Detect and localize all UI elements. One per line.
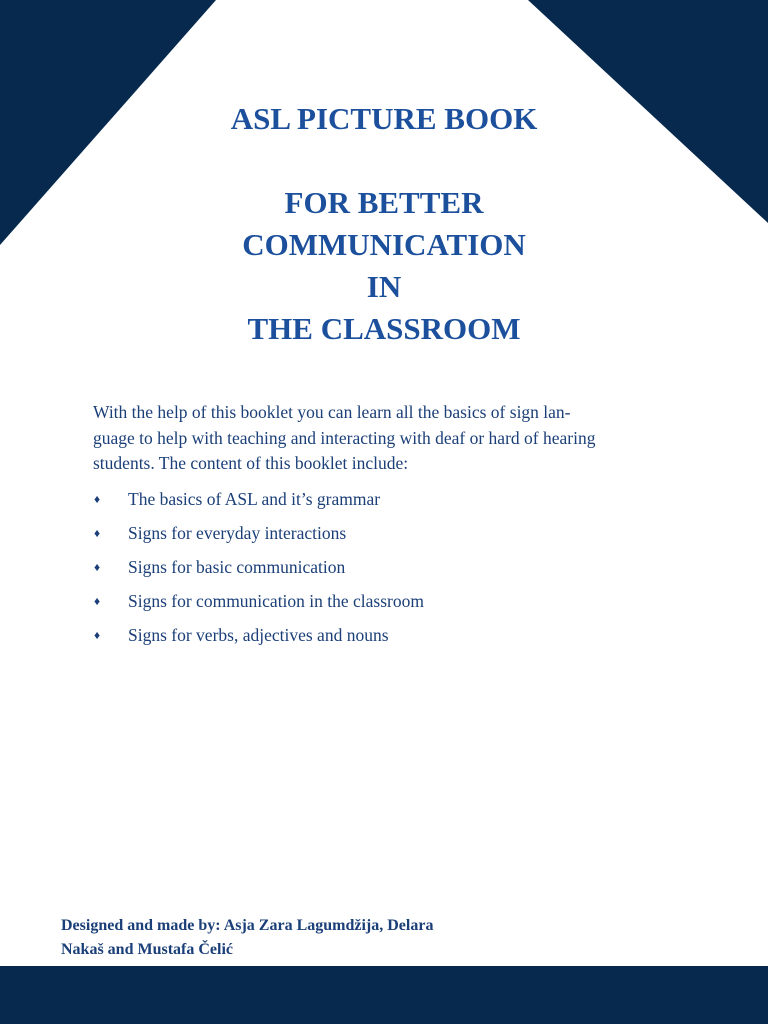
intro-paragraph [93, 400, 678, 477]
intro-line-2: guage to help with teaching and interacting with deaf or hard of hearing [93, 427, 596, 448]
list-item-text: The basics of ASL and it’s grammar [128, 489, 381, 509]
list-item-text: Signs for communication in the classroom [128, 591, 424, 611]
credits [61, 914, 433, 962]
list-item [93, 588, 693, 622]
book-title [0, 98, 768, 350]
diamond-bullet-icon: ♦ [94, 492, 101, 506]
diamond-bullet-icon: ♦ [94, 594, 101, 608]
title-line-4: IN [366, 269, 402, 304]
contents-list [93, 486, 693, 656]
intro-line-1: With the help of this booklet you can learn all the basics of sign lan- [93, 402, 571, 422]
title-line-3: COMMUNICATION [242, 227, 526, 262]
credits-line-1: Designed and made by: Asja Zara Lagumdžija, Delara [61, 917, 434, 934]
title-line-2: FOR BETTER [284, 185, 484, 220]
footer-band [0, 966, 768, 1024]
diamond-bullet-icon: ♦ [94, 628, 101, 642]
list-item-text: Signs for everyday interactions [128, 523, 347, 543]
title-line-1: ASL PICTURE BOOK [230, 101, 538, 136]
diamond-bullet-icon: ♦ [94, 526, 101, 540]
list-item [93, 486, 693, 520]
credits-line-2: Nakaš and Mustafa Čelić [61, 941, 234, 958]
intro-line-3: students. The content of this booklet include: [93, 453, 409, 473]
diamond-bullet-icon: ♦ [94, 560, 101, 574]
list-item [93, 520, 693, 554]
list-item [93, 622, 693, 656]
list-item [93, 554, 693, 588]
list-item-text: Signs for basic communication [128, 557, 346, 577]
list-item-text: Signs for verbs, adjectives and nouns [128, 625, 389, 645]
title-line-5: THE CLASSROOM [247, 311, 521, 346]
